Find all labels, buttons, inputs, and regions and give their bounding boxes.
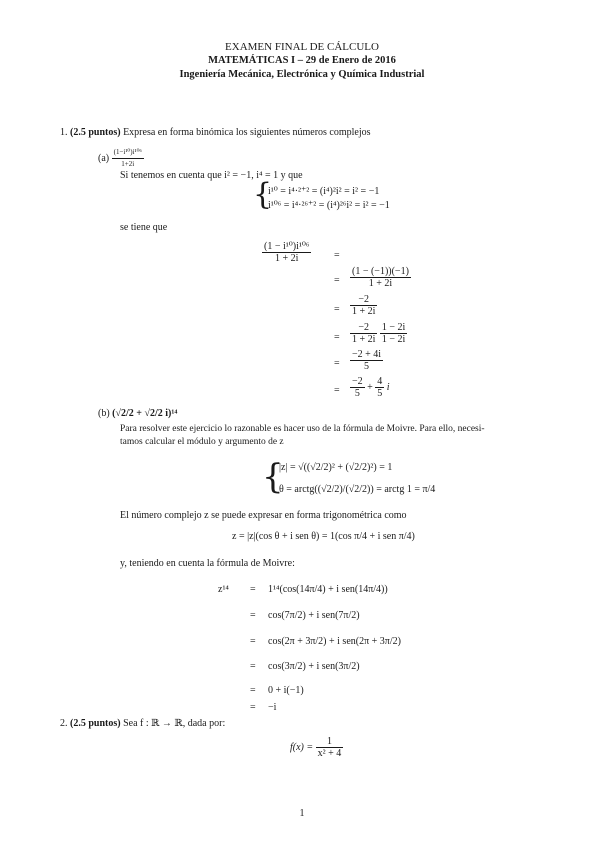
moivre-row-1: 1¹⁴(cos(14π/4) + i sen(14π/4)) bbox=[268, 584, 388, 595]
part-b-expression bbox=[98, 408, 177, 419]
fraction-denominator: 5 bbox=[354, 388, 360, 399]
part-a-expression bbox=[98, 147, 144, 170]
question-points: (2.5 puntos) bbox=[70, 718, 121, 729]
equals-sign: = bbox=[334, 332, 340, 343]
fraction-denominator: x² + 4 bbox=[317, 748, 342, 759]
equals-sign: = bbox=[250, 636, 256, 647]
question-statement: Sea f : ℝ → ℝ, dada por: bbox=[123, 718, 226, 729]
function-lhs: f(x) = bbox=[290, 741, 314, 753]
fraction-numerator: 1 − 2i bbox=[381, 322, 406, 333]
question-number: 2. bbox=[60, 718, 68, 729]
equals-sign: = bbox=[334, 304, 340, 315]
trig-form-equation: z = |z|(cos θ + i sen θ) = 1(cos π/4 + i sen π/4) bbox=[232, 531, 415, 542]
paragraph-b1: Para resolver este ejercicio lo razonable es hacer uso de la fórmula de Moivre. Para ello, necesi- bbox=[120, 424, 485, 434]
moivre-row-3: cos(2π + 3π/2) + i sen(2π + 3π/2) bbox=[268, 636, 401, 647]
equals-sign: = bbox=[334, 358, 340, 369]
equals-sign: = bbox=[250, 702, 256, 713]
fraction-numerator: (1 − (−1))(−1) bbox=[352, 266, 409, 277]
modulus-equation: |z| = √((√2/2)² + (√2/2)²) = 1 bbox=[279, 462, 393, 473]
page-number: 1 bbox=[299, 808, 305, 819]
fraction-denominator: 5 bbox=[364, 361, 370, 372]
argument-equation: θ = arctg((√2/2)/(√2/2)) = arctg 1 = π/4 bbox=[279, 484, 436, 495]
imaginary-unit: i bbox=[386, 381, 390, 393]
system-eq-2: i¹⁰⁶ = i⁴·²⁶⁺² = (i⁴)²⁶i² = i² = −1 bbox=[268, 200, 390, 211]
fraction-denominator: 1 + 2i bbox=[368, 278, 393, 289]
fraction-numerator: −2 bbox=[352, 376, 363, 387]
paragraph-b2: tamos calcular el módulo y argumento de z bbox=[120, 437, 284, 447]
fraction-numerator: 1 bbox=[316, 736, 344, 748]
equals-sign: = bbox=[250, 685, 256, 696]
fraction bbox=[350, 376, 365, 399]
part-label: (a) bbox=[98, 152, 110, 164]
fraction bbox=[112, 147, 144, 170]
question-points: (2.5 puntos) bbox=[70, 127, 121, 138]
fraction bbox=[262, 241, 311, 264]
fraction bbox=[350, 266, 411, 289]
fraction bbox=[316, 736, 344, 759]
fraction-denominator: 1 + 2i bbox=[274, 253, 299, 264]
step-3 bbox=[350, 322, 407, 345]
moivre-row-2: cos(7π/2) + i sen(7π/2) bbox=[268, 610, 360, 621]
question-2 bbox=[60, 718, 225, 729]
moivre-row-4: cos(3π/2) + i sen(3π/2) bbox=[268, 661, 360, 672]
paragraph-a1: Si tenemos en cuenta que i² = −1, i⁴ = 1 y que bbox=[120, 170, 303, 181]
exam-degree: Ingeniería Mecánica, Electrónica y Química Industrial bbox=[179, 69, 425, 80]
paragraph-b3: El número complejo z se puede expresar en forma trigonométrica como bbox=[120, 510, 407, 521]
function-definition bbox=[290, 736, 343, 759]
question-1 bbox=[60, 127, 371, 138]
step-2 bbox=[350, 294, 377, 317]
fraction-denominator: 1+2i bbox=[121, 160, 135, 168]
fraction-numerator: 4 bbox=[377, 376, 383, 387]
exam-title: EXAMEN FINAL DE CÁLCULO bbox=[225, 41, 379, 53]
fraction-denominator: 5 bbox=[377, 388, 383, 399]
equals-sign: = bbox=[250, 661, 256, 672]
step-1 bbox=[350, 266, 411, 289]
fraction bbox=[375, 376, 384, 399]
fraction-numerator: −2 + 4i bbox=[352, 349, 382, 360]
fraction bbox=[350, 294, 377, 317]
step-4 bbox=[350, 349, 383, 372]
fraction-denominator: 1 + 2i bbox=[352, 306, 376, 317]
system-eq-1: i¹⁰ = i⁴·²⁺² = (i⁴)²i² = i² = −1 bbox=[268, 186, 380, 197]
moivre-lhs: z¹⁴ bbox=[218, 584, 229, 595]
moivre-row-5: 0 + i(−1) bbox=[268, 685, 304, 696]
fraction-numerator: (1−i¹⁰)i¹⁰⁶ bbox=[112, 147, 144, 159]
fraction-denominator: 1 − 2i bbox=[381, 334, 406, 345]
fraction-numerator: −2 bbox=[350, 322, 377, 334]
equals-sign: = bbox=[334, 385, 340, 396]
fraction bbox=[350, 349, 383, 372]
fraction-denominator: 1 + 2i bbox=[352, 334, 376, 345]
expression: (√2/2 + √2/2 i)¹⁴ bbox=[112, 408, 178, 419]
plus-sign: + bbox=[367, 381, 373, 393]
equals-sign: = bbox=[334, 275, 340, 286]
paragraph-a2: se tiene que bbox=[120, 222, 168, 233]
exam-subtitle: MATEMÁTICAS I – 29 de Enero de 2016 bbox=[208, 55, 396, 66]
lhs-fraction bbox=[262, 241, 311, 264]
fraction-numerator: −2 bbox=[350, 294, 377, 306]
question-statement: Expresa en forma binómica los siguientes números complejos bbox=[123, 127, 371, 138]
equals-sign: = bbox=[334, 250, 340, 261]
fraction bbox=[380, 322, 407, 345]
left-brace: { bbox=[253, 177, 273, 212]
equals-sign: = bbox=[250, 584, 256, 595]
left-brace: { bbox=[262, 457, 284, 497]
equals-sign: = bbox=[250, 610, 256, 621]
question-number: 1. bbox=[60, 127, 68, 138]
paragraph-b4: y, teniendo en cuenta la fórmula de Moivre: bbox=[120, 558, 295, 569]
fraction-numerator: (1 − i¹⁰)i¹⁰⁶ bbox=[264, 241, 310, 252]
part-label: (b) bbox=[98, 408, 110, 419]
moivre-row-6: −i bbox=[268, 702, 277, 713]
step-5 bbox=[350, 376, 390, 399]
fraction bbox=[350, 322, 377, 345]
